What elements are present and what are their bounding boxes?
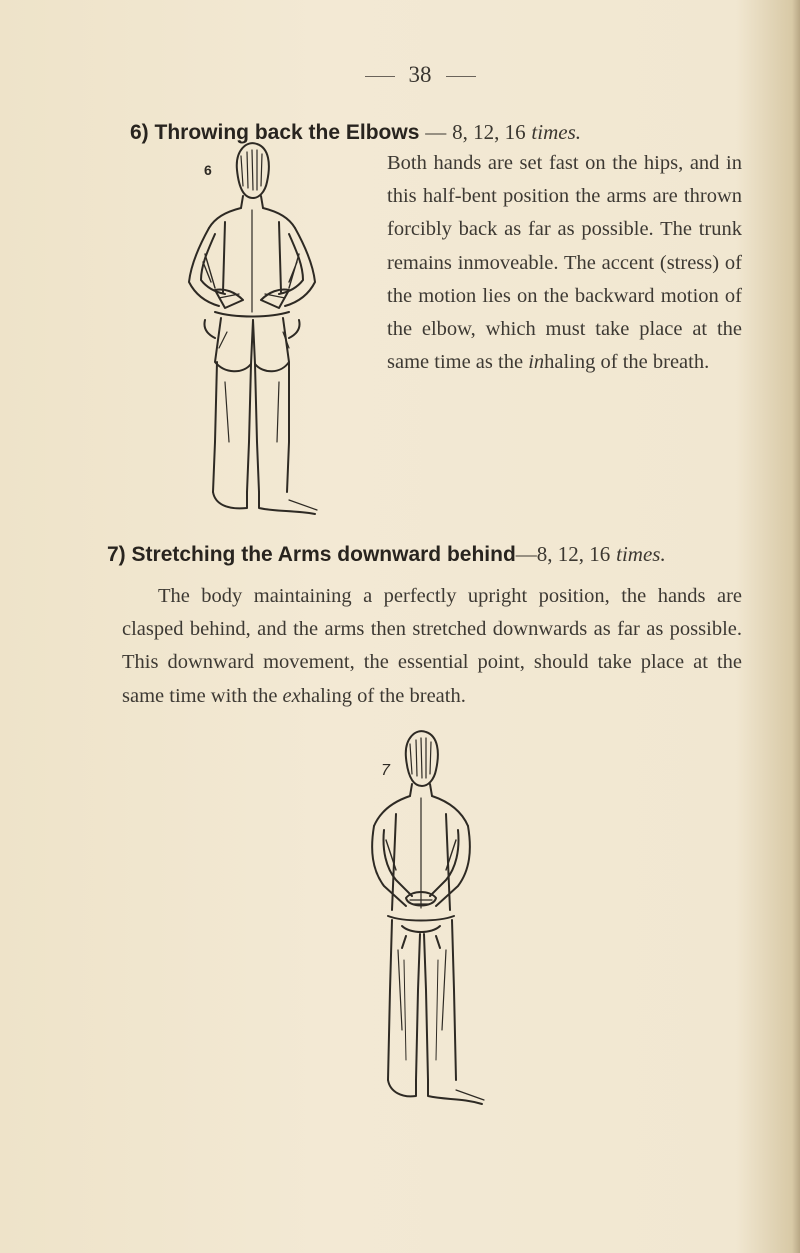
page-number-text: 38 xyxy=(408,62,432,87)
section-7-unit: times. xyxy=(616,542,666,566)
section-7-text-emphasis: ex xyxy=(282,684,301,707)
section-6-title: Throwing back the Elbows xyxy=(154,121,420,144)
page-number xyxy=(320,62,520,88)
section-6-number: 6) xyxy=(130,121,149,144)
section-7-body xyxy=(122,580,742,713)
page-number-dash-right xyxy=(446,76,476,77)
section-7-text-a: The body maintaining a perfectly upright position, the hands are clasped behind, and the arms then stretched downwards as far as possible. This downward movement, the essential point, should take place at the same time with the xyxy=(122,585,742,707)
figure-7-illustration xyxy=(362,730,487,1110)
page-number-dash-left xyxy=(365,76,395,77)
section-7-text-b: haling of the breath. xyxy=(300,684,466,707)
section-7-heading xyxy=(107,542,666,567)
section-7-title: Stretching the Arms downward behind xyxy=(131,543,516,566)
section-6-body xyxy=(387,147,742,379)
figure-6-illustration xyxy=(185,142,320,520)
section-6-text-a: Both hands are set fast on the hips, and in this half-bent position the arms are thrown forcibly back as far as possible. The trunk remains inmoveable. The accent (stress) of the motion lies on the backward motion of the elbow, which must take place at the same time as the xyxy=(387,152,742,374)
section-6-dash: — xyxy=(425,120,447,144)
section-7-reps: 8, 12, 16 xyxy=(536,542,611,566)
section-7-dash: — xyxy=(515,542,537,566)
section-7-number: 7) xyxy=(107,543,126,566)
section-6-unit: times. xyxy=(531,120,581,144)
section-6-reps: 8, 12, 16 xyxy=(452,120,526,144)
section-6-text-emphasis: in xyxy=(528,351,545,374)
figure-7-label: 7 xyxy=(381,762,390,779)
figure-6-label: 6 xyxy=(204,162,212,178)
section-6-text-b: haling of the breath. xyxy=(544,351,710,374)
